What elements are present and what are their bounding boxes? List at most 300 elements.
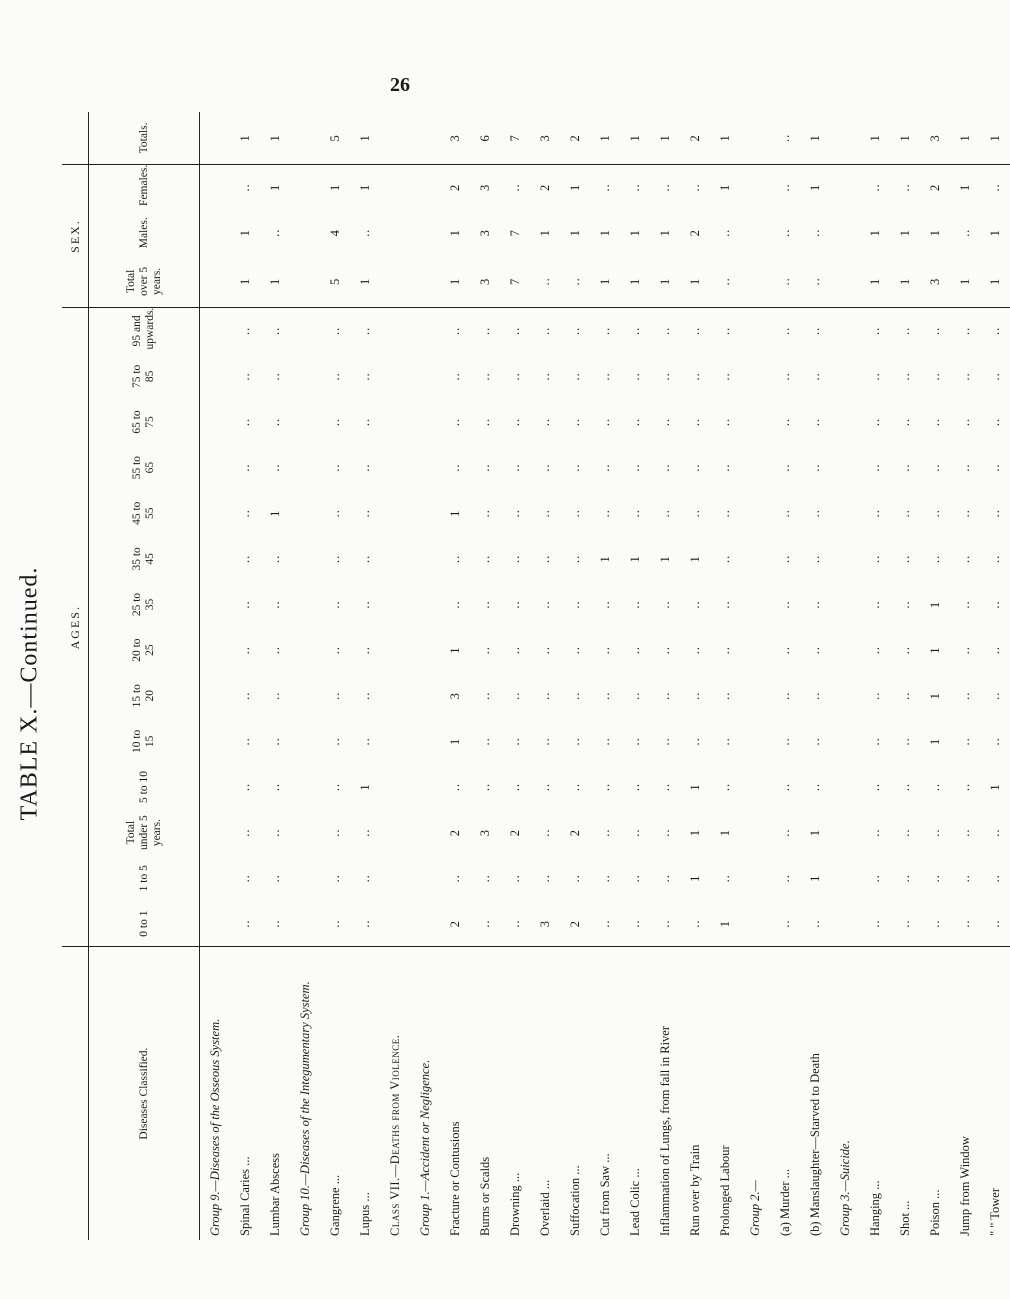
- cell-value: ..: [957, 874, 972, 883]
- cell-value: 1: [987, 134, 1002, 142]
- cell-value: 3: [477, 277, 492, 286]
- row-label: Lupus ...: [350, 947, 380, 1240]
- cell-value: ..: [957, 228, 972, 237]
- table-body: [200, 112, 1010, 1240]
- cell-value: ..: [237, 828, 252, 837]
- table-row: [290, 112, 320, 1240]
- cell-value: ..: [267, 372, 282, 381]
- cell-value: ..: [867, 372, 882, 381]
- cell-value: 1: [897, 134, 912, 142]
- cell-value: ..: [597, 417, 612, 427]
- table-row: [830, 112, 860, 1240]
- cell-value: [740, 164, 770, 210]
- cell-value: ..: [717, 463, 732, 472]
- table-row: [980, 112, 1010, 1240]
- cell-value: ..: [777, 828, 792, 837]
- row-label: Group 10.—Diseases of the Integumentary System.: [290, 947, 320, 1240]
- cell-value: ..: [807, 372, 822, 381]
- cell-value: ..: [470, 308, 500, 354]
- cell-value: ..: [357, 463, 372, 472]
- cell-value: [380, 210, 410, 256]
- cell-value: ..: [477, 554, 492, 563]
- table-row: [770, 112, 800, 1240]
- cell-value: ..: [980, 308, 1010, 354]
- cell-value: [740, 112, 770, 164]
- cell-value: 3: [470, 164, 500, 210]
- row-label: Run over by Train: [680, 947, 710, 1240]
- cell-value: 3: [477, 229, 492, 237]
- cell-value: ..: [507, 600, 522, 609]
- cell-value: ..: [537, 828, 552, 837]
- cell-value: ..: [447, 874, 462, 883]
- cell-value: ..: [717, 554, 732, 563]
- cell-value: 1: [687, 555, 702, 563]
- cell-value: [380, 354, 410, 400]
- cell-value: [740, 399, 770, 445]
- cell-value: [200, 210, 231, 256]
- cell-value: ..: [500, 308, 530, 354]
- cell-value: ..: [477, 372, 492, 381]
- cell-value: ..: [957, 509, 972, 518]
- cell-value: ..: [597, 645, 612, 655]
- table-row: [350, 112, 380, 1240]
- cell-value: 1: [867, 229, 882, 237]
- cell-value: [740, 308, 770, 354]
- cell-value: [290, 445, 320, 491]
- cell-value: [410, 764, 440, 810]
- cell-value: [380, 901, 410, 947]
- cell-value: 1: [717, 828, 732, 837]
- row-label: Fracture or Contusions: [440, 947, 470, 1240]
- cell-value: ..: [957, 737, 972, 746]
- table-row: [440, 112, 470, 1240]
- cell-value: ..: [770, 308, 800, 354]
- cell-value: ..: [777, 691, 792, 700]
- cell-value: [380, 536, 410, 582]
- cell-value: ..: [897, 554, 912, 563]
- cell-value: ..: [537, 509, 552, 518]
- cell-value: [380, 164, 410, 210]
- cell-value: ..: [477, 737, 492, 746]
- cell-value: ..: [537, 737, 552, 746]
- cell-value: [410, 855, 440, 901]
- table-row: [740, 112, 770, 1240]
- cell-value: ..: [507, 372, 522, 381]
- cell-value: ..: [477, 417, 492, 427]
- cell-value: [200, 582, 231, 628]
- cell-value: 1: [627, 134, 642, 142]
- table-row: [410, 112, 440, 1240]
- cell-value: 1: [687, 828, 702, 837]
- cell-value: ..: [807, 691, 822, 700]
- cell-value: [380, 399, 410, 445]
- cell-value: ..: [327, 737, 342, 746]
- cell-value: ..: [477, 600, 492, 609]
- cell-value: ..: [807, 737, 822, 746]
- cell-value: ..: [567, 600, 582, 609]
- cell-value: [740, 764, 770, 810]
- cell-value: ..: [950, 308, 980, 354]
- cell-value: [290, 164, 320, 210]
- cell-value: ..: [687, 509, 702, 518]
- cell-value: ..: [717, 509, 732, 518]
- cell-value: ..: [867, 645, 882, 655]
- header-age-col: 1 to 5: [89, 855, 200, 901]
- cell-value: ..: [627, 645, 642, 655]
- cell-value: 7: [507, 277, 522, 286]
- cell-value: [200, 536, 231, 582]
- cell-value: ..: [237, 874, 252, 883]
- cell-value: [200, 719, 231, 765]
- cell-value: ..: [627, 737, 642, 746]
- cell-value: ..: [357, 509, 372, 518]
- cell-value: ..: [357, 645, 372, 655]
- cell-value: 1: [597, 555, 612, 563]
- cell-value: ..: [327, 417, 342, 427]
- cell-value: ..: [927, 919, 942, 928]
- cell-value: [290, 673, 320, 719]
- cell-value: [410, 901, 440, 947]
- cell-value: 1: [357, 134, 372, 142]
- cell-value: [200, 810, 231, 856]
- cell-value: ..: [657, 645, 672, 655]
- row-label: Prolonged Labour: [710, 947, 740, 1240]
- cell-value: ..: [320, 308, 350, 354]
- cell-value: ..: [777, 463, 792, 472]
- cell-value: ..: [567, 417, 582, 427]
- cell-value: [290, 256, 320, 308]
- row-label: Drowning ...: [500, 947, 530, 1240]
- cell-value: 5: [327, 277, 342, 286]
- cell-value: [410, 490, 440, 536]
- cell-value: ..: [507, 417, 522, 427]
- cell-value: 1: [807, 134, 822, 142]
- cell-value: ..: [717, 737, 732, 746]
- cell-value: [410, 210, 440, 256]
- header-blank-total: [62, 112, 89, 164]
- cell-value: [380, 673, 410, 719]
- cell-value: 1: [987, 277, 1002, 286]
- cell-value: [290, 354, 320, 400]
- cell-value: ..: [267, 737, 282, 746]
- cell-value: ..: [537, 874, 552, 883]
- cell-value: ..: [597, 691, 612, 700]
- cell-value: ..: [567, 737, 582, 746]
- cell-value: ..: [987, 509, 1002, 518]
- column-header-row: [89, 112, 200, 1240]
- cell-value: ..: [627, 919, 642, 928]
- cell-value: ..: [447, 417, 462, 427]
- cell-value: ..: [657, 919, 672, 928]
- cell-value: [830, 855, 860, 901]
- cell-value: ..: [597, 509, 612, 518]
- cell-value: ..: [237, 554, 252, 563]
- header-age-col: 45 to 55: [89, 490, 200, 536]
- cell-value: ..: [627, 874, 642, 883]
- cell-value: [740, 354, 770, 400]
- cell-value: [830, 810, 860, 856]
- table-row: [800, 112, 830, 1240]
- cell-value: ..: [627, 509, 642, 518]
- header-age-col: 0 to 1: [89, 901, 200, 947]
- cell-value: [200, 308, 231, 354]
- cell-value: ..: [657, 417, 672, 427]
- cell-value: ..: [867, 737, 882, 746]
- cell-value: ..: [237, 919, 252, 928]
- cell-value: ..: [650, 164, 680, 210]
- cell-value: 1: [627, 555, 642, 563]
- row-label: Class VII.—Deaths from Violence.: [380, 947, 410, 1240]
- cell-value: [830, 490, 860, 536]
- cell-value: ..: [687, 691, 702, 700]
- cell-value: ..: [440, 308, 470, 354]
- cell-value: ..: [957, 372, 972, 381]
- row-label: Group 9.—Diseases of the Osseous System.: [200, 947, 231, 1240]
- cell-value: ..: [620, 308, 650, 354]
- row-label: Group 2.—: [740, 947, 770, 1240]
- cell-value: 1: [657, 555, 672, 563]
- cell-value: [740, 445, 770, 491]
- header-sex-col: Total over 5 years.: [89, 256, 200, 308]
- cell-value: [200, 399, 231, 445]
- cell-value: 1: [567, 229, 582, 237]
- cell-value: ..: [567, 874, 582, 883]
- row-label: Inflammation of Lungs, from fall in River: [650, 947, 680, 1240]
- cell-value: [380, 308, 410, 354]
- cell-value: ..: [987, 554, 1002, 563]
- row-label: Gangrene ...: [320, 947, 350, 1240]
- cell-value: 2: [687, 134, 702, 142]
- cell-value: ..: [567, 277, 582, 286]
- cell-value: ..: [447, 600, 462, 609]
- cell-value: ..: [507, 463, 522, 472]
- cell-value: 1: [560, 164, 590, 210]
- cell-value: 3: [447, 134, 462, 142]
- cell-value: [410, 164, 440, 210]
- cell-value: 1: [447, 737, 462, 745]
- cell-value: ..: [597, 372, 612, 381]
- cell-value: ..: [717, 645, 732, 655]
- cell-value: 3: [927, 277, 942, 286]
- cell-value: 5: [327, 134, 342, 142]
- cell-value: ..: [777, 509, 792, 518]
- cell-value: ..: [657, 828, 672, 837]
- cell-value: 3: [477, 828, 492, 837]
- cell-value: ..: [717, 600, 732, 609]
- cell-value: ..: [957, 463, 972, 472]
- cell-value: ..: [657, 737, 672, 746]
- header-age-col: 65 to 75: [89, 399, 200, 445]
- cell-value: ..: [327, 600, 342, 609]
- cell-value: [830, 354, 860, 400]
- cell-value: 3: [447, 692, 462, 700]
- cell-value: [740, 627, 770, 673]
- cell-value: ..: [807, 600, 822, 609]
- table-row: [860, 112, 890, 1240]
- cell-value: ..: [567, 509, 582, 518]
- cell-value: [380, 855, 410, 901]
- row-label: Overlaid ...: [530, 947, 560, 1240]
- cell-value: [740, 536, 770, 582]
- header-age-col: 20 to 25: [89, 627, 200, 673]
- cell-value: ..: [447, 463, 462, 472]
- cell-value: 1: [447, 229, 462, 237]
- cell-value: 2: [567, 134, 582, 142]
- row-label: Suffocation ...: [560, 947, 590, 1240]
- cell-value: ..: [507, 509, 522, 518]
- cell-value: ..: [987, 463, 1002, 472]
- cell-value: ..: [987, 600, 1002, 609]
- cell-value: ..: [687, 600, 702, 609]
- cell-value: ..: [267, 645, 282, 655]
- row-label: Burns or Scalds: [470, 947, 500, 1240]
- cell-value: ..: [657, 691, 672, 700]
- cell-value: ..: [327, 919, 342, 928]
- cell-value: ..: [717, 874, 732, 883]
- cell-value: ..: [987, 691, 1002, 700]
- row-label: Poison ...: [920, 947, 950, 1240]
- cell-value: ..: [897, 509, 912, 518]
- cell-value: ..: [627, 828, 642, 837]
- cell-value: ..: [260, 308, 290, 354]
- cell-value: ..: [687, 372, 702, 381]
- cell-value: ..: [957, 417, 972, 427]
- cell-value: [830, 673, 860, 719]
- table-row: [260, 112, 290, 1240]
- cell-value: ..: [867, 554, 882, 563]
- cell-value: ..: [987, 919, 1002, 928]
- cell-value: [200, 627, 231, 673]
- cell-value: ..: [680, 308, 710, 354]
- cell-value: ..: [897, 691, 912, 700]
- cell-value: [290, 764, 320, 810]
- cell-value: [740, 855, 770, 901]
- cell-value: ..: [710, 308, 740, 354]
- cell-value: [410, 536, 440, 582]
- table-row: [470, 112, 500, 1240]
- cell-value: 3: [537, 134, 552, 142]
- cell-value: [380, 112, 410, 164]
- cell-value: ..: [237, 463, 252, 472]
- cell-value: 1: [927, 692, 942, 700]
- cell-value: ..: [687, 645, 702, 655]
- cell-value: ..: [957, 782, 972, 792]
- cell-value: ..: [590, 308, 620, 354]
- cell-value: ..: [567, 372, 582, 381]
- cell-value: [380, 810, 410, 856]
- cell-value: ..: [897, 645, 912, 655]
- cell-value: [740, 256, 770, 308]
- cell-value: 1: [447, 277, 462, 286]
- cell-value: ..: [957, 919, 972, 928]
- cell-value: ..: [657, 782, 672, 792]
- header-age-col: 75 to 85: [89, 354, 200, 400]
- cell-value: ..: [537, 782, 552, 792]
- row-label: Lead Colic ...: [620, 947, 650, 1240]
- cell-value: ..: [897, 828, 912, 837]
- cell-value: ..: [537, 417, 552, 427]
- cell-value: ..: [807, 277, 822, 286]
- cell-value: 1: [597, 134, 612, 142]
- cell-value: [410, 810, 440, 856]
- cell-value: [380, 445, 410, 491]
- cell-value: ..: [537, 691, 552, 700]
- cell-value: ..: [807, 509, 822, 518]
- header-totals: Totals.: [89, 112, 200, 164]
- cell-value: 1: [987, 783, 1002, 791]
- cell-value: ..: [687, 919, 702, 928]
- table-row: [380, 112, 410, 1240]
- cell-value: [830, 627, 860, 673]
- cell-value: ..: [267, 919, 282, 928]
- cell-value: [740, 901, 770, 947]
- cell-value: ..: [357, 919, 372, 928]
- cell-value: ..: [927, 417, 942, 427]
- cell-value: ..: [657, 600, 672, 609]
- cell-value: ..: [777, 372, 792, 381]
- cell-value: [200, 354, 231, 400]
- cell-value: ..: [897, 782, 912, 792]
- cell-value: 1: [927, 600, 942, 609]
- cell-value: [290, 112, 320, 164]
- cell-value: 1: [927, 737, 942, 745]
- cell-value: ..: [890, 164, 920, 210]
- cell-value: ..: [357, 691, 372, 700]
- cell-value: ..: [357, 828, 372, 837]
- cell-value: ..: [507, 645, 522, 655]
- cell-value: ..: [987, 417, 1002, 427]
- cell-value: ..: [327, 691, 342, 700]
- cell-value: 2: [440, 164, 470, 210]
- cell-value: ..: [537, 554, 552, 563]
- cell-value: ..: [567, 463, 582, 472]
- cell-value: [830, 582, 860, 628]
- header-age-col: 15 to 20: [89, 673, 200, 719]
- cell-value: ..: [957, 600, 972, 609]
- table-row: [950, 112, 980, 1240]
- cell-value: 3: [927, 134, 942, 142]
- cell-value: [290, 399, 320, 445]
- cell-value: ..: [237, 372, 252, 381]
- cell-value: ..: [230, 308, 260, 354]
- cell-value: ..: [537, 600, 552, 609]
- cell-value: [740, 210, 770, 256]
- cell-value: 1: [447, 509, 462, 517]
- cell-value: 1: [260, 164, 290, 210]
- disease-table: [62, 112, 1010, 1240]
- cell-value: ..: [237, 600, 252, 609]
- cell-value: [380, 764, 410, 810]
- cell-value: [410, 308, 440, 354]
- cell-value: 1: [867, 134, 882, 142]
- cell-value: [830, 112, 860, 164]
- cell-value: 1: [950, 164, 980, 210]
- cell-value: ..: [980, 164, 1010, 210]
- cell-value: 1: [807, 828, 822, 837]
- header-age-col: Total under 5 years.: [89, 810, 200, 856]
- cell-value: ..: [267, 691, 282, 700]
- cell-value: ..: [897, 463, 912, 472]
- cell-value: ..: [567, 691, 582, 700]
- cell-value: [410, 719, 440, 765]
- cell-value: ..: [537, 372, 552, 381]
- cell-value: 1: [597, 277, 612, 286]
- cell-value: ..: [477, 782, 492, 792]
- cell-value: ..: [267, 828, 282, 837]
- cell-value: ..: [657, 372, 672, 381]
- cell-value: ..: [927, 828, 942, 837]
- cell-value: ..: [327, 782, 342, 792]
